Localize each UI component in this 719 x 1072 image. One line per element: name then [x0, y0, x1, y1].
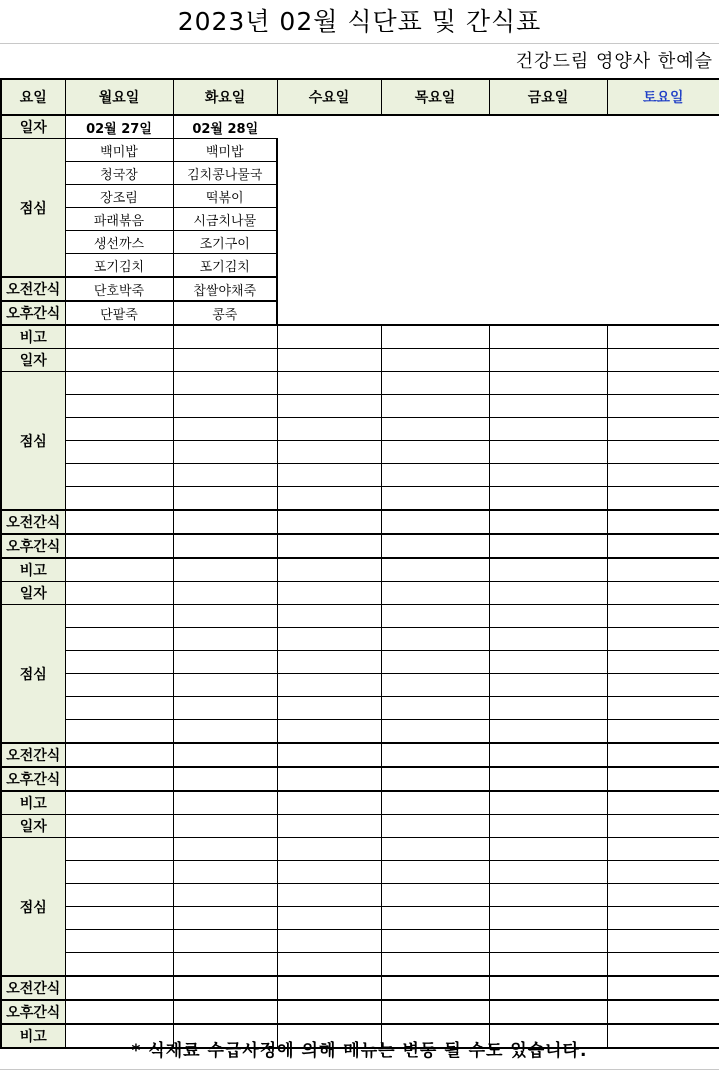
empty-cell [277, 861, 381, 884]
empty-cell [65, 628, 173, 651]
empty-cell [65, 1000, 173, 1024]
empty-cell [65, 815, 173, 838]
empty-cell [381, 930, 489, 953]
empty-cell [607, 395, 719, 418]
empty-cell [173, 791, 277, 815]
menu-item: 떡볶이 [173, 185, 277, 208]
empty-cell [173, 372, 277, 395]
empty-cell [489, 487, 607, 511]
date-row [1, 115, 719, 139]
empty-cell [65, 582, 173, 605]
lunch-row [1, 884, 719, 907]
empty-cell [65, 325, 173, 349]
menu-item: 포기김치 [173, 254, 277, 278]
lunch-row [1, 441, 719, 464]
empty-cell [489, 697, 607, 720]
empty-cell [607, 510, 719, 534]
menu-table [0, 78, 719, 1049]
lunch-row [1, 651, 719, 674]
day-header: 수요일 [277, 79, 381, 115]
empty-cell [607, 441, 719, 464]
note-row [1, 791, 719, 815]
empty-cell [607, 349, 719, 372]
date-row [1, 815, 719, 838]
note-label: 비고 [1, 325, 65, 349]
empty-cell [381, 349, 489, 372]
pm-snack-label: 오후간식 [1, 767, 65, 791]
menu-item: 포기김치 [65, 254, 173, 278]
empty-cell [277, 651, 381, 674]
empty-cell [607, 791, 719, 815]
empty-cell [607, 1000, 719, 1024]
empty-cell [173, 1000, 277, 1024]
empty-cell [607, 487, 719, 511]
empty-cell [381, 976, 489, 1000]
empty-cell [173, 815, 277, 838]
empty-cell [607, 976, 719, 1000]
date-row [1, 582, 719, 605]
empty-cell [607, 674, 719, 697]
pm-snack-label: 오후간식 [1, 1000, 65, 1024]
empty-cell [277, 325, 381, 349]
footer-note: * 식재료 수급사정에 의해 메뉴는 변동 될 수도 있습니다. [131, 1041, 588, 1061]
empty-cell [65, 861, 173, 884]
empty-cell [65, 907, 173, 930]
am-snack-row [1, 743, 719, 767]
empty-cell [277, 791, 381, 815]
empty-cell [381, 605, 489, 628]
empty-cell [489, 418, 607, 441]
empty-cell [173, 930, 277, 953]
empty-cell [381, 674, 489, 697]
blank-area [277, 115, 719, 325]
empty-cell [277, 697, 381, 720]
empty-cell [607, 418, 719, 441]
menu-item: 청국장 [65, 162, 173, 185]
empty-cell [489, 464, 607, 487]
empty-cell [489, 815, 607, 838]
am-snack-label: 오전간식 [1, 976, 65, 1000]
lunch-row [1, 418, 719, 441]
empty-cell [173, 605, 277, 628]
lunch-row [1, 861, 719, 884]
empty-cell [489, 510, 607, 534]
date-cell: 02월 27일 [65, 115, 173, 139]
am-snack-label: 오전간식 [1, 743, 65, 767]
snack-item: 단호박죽 [65, 277, 173, 301]
empty-cell [489, 582, 607, 605]
empty-cell [65, 953, 173, 977]
empty-cell [607, 372, 719, 395]
empty-cell [381, 720, 489, 744]
empty-cell [489, 628, 607, 651]
menu-item: 조기구이 [173, 231, 277, 254]
empty-cell [381, 651, 489, 674]
empty-cell [173, 907, 277, 930]
note-label: 비고 [1, 791, 65, 815]
date-label: 일자 [1, 349, 65, 372]
empty-cell [381, 743, 489, 767]
empty-cell [489, 767, 607, 791]
nutritionist-label: 건강드림 영양사 한예슬 [515, 51, 713, 72]
empty-cell [489, 861, 607, 884]
date-label: 일자 [1, 115, 65, 139]
empty-cell [381, 510, 489, 534]
empty-cell [65, 838, 173, 861]
empty-cell [173, 534, 277, 558]
empty-cell [65, 720, 173, 744]
empty-cell [607, 464, 719, 487]
empty-cell [65, 605, 173, 628]
empty-cell [277, 441, 381, 464]
empty-cell [489, 441, 607, 464]
empty-cell [381, 907, 489, 930]
lunch-row [1, 628, 719, 651]
empty-cell [65, 395, 173, 418]
empty-cell [489, 930, 607, 953]
empty-cell [381, 861, 489, 884]
empty-cell [607, 838, 719, 861]
empty-cell [277, 674, 381, 697]
pm-snack-label: 오후간식 [1, 534, 65, 558]
empty-cell [607, 953, 719, 977]
empty-cell [65, 930, 173, 953]
empty-cell [381, 767, 489, 791]
empty-cell [173, 487, 277, 511]
empty-cell [65, 372, 173, 395]
lunch-label: 점심 [1, 605, 65, 744]
empty-cell [381, 464, 489, 487]
empty-cell [65, 791, 173, 815]
empty-cell [381, 697, 489, 720]
empty-cell [277, 930, 381, 953]
snack-item: 찹쌀야채죽 [173, 277, 277, 301]
lunch-row [1, 720, 719, 744]
empty-cell [607, 767, 719, 791]
empty-cell [381, 534, 489, 558]
empty-cell [173, 861, 277, 884]
empty-cell [607, 558, 719, 582]
empty-cell [381, 884, 489, 907]
empty-cell [173, 441, 277, 464]
empty-cell [277, 487, 381, 511]
empty-cell [277, 418, 381, 441]
empty-cell [489, 558, 607, 582]
empty-cell [489, 953, 607, 977]
empty-cell [381, 953, 489, 977]
menu-item: 김치콩나물국 [173, 162, 277, 185]
empty-cell [65, 510, 173, 534]
empty-cell [381, 441, 489, 464]
empty-cell [381, 1000, 489, 1024]
lunch-row [1, 464, 719, 487]
empty-cell [381, 325, 489, 349]
snack-item: 콩죽 [173, 301, 277, 325]
empty-cell [173, 558, 277, 582]
empty-cell [489, 395, 607, 418]
empty-cell [489, 884, 607, 907]
lunch-row [1, 605, 719, 628]
empty-cell [277, 743, 381, 767]
empty-cell [173, 720, 277, 744]
am-snack-label: 오전간식 [1, 277, 65, 301]
empty-cell [65, 674, 173, 697]
empty-cell [173, 884, 277, 907]
empty-cell [607, 930, 719, 953]
empty-cell [173, 510, 277, 534]
footer-divider [0, 1069, 719, 1070]
empty-cell [65, 534, 173, 558]
menu-item: 시금치나물 [173, 208, 277, 231]
empty-cell [277, 534, 381, 558]
empty-cell [381, 395, 489, 418]
empty-cell [277, 395, 381, 418]
note-label: 비고 [1, 1024, 65, 1048]
lunch-row [1, 930, 719, 953]
empty-cell [173, 582, 277, 605]
empty-cell [277, 628, 381, 651]
empty-cell [489, 907, 607, 930]
empty-cell [65, 743, 173, 767]
lunch-row [1, 953, 719, 977]
empty-cell [277, 907, 381, 930]
empty-cell [381, 628, 489, 651]
empty-cell [607, 628, 719, 651]
empty-cell [277, 349, 381, 372]
lunch-row [1, 674, 719, 697]
empty-cell [65, 697, 173, 720]
date-cell: 02월 28일 [173, 115, 277, 139]
empty-cell [173, 464, 277, 487]
empty-cell [277, 720, 381, 744]
empty-cell [277, 953, 381, 977]
am-snack-row [1, 976, 719, 1000]
empty-cell [65, 441, 173, 464]
menu-table-body [1, 79, 719, 1048]
empty-cell [607, 884, 719, 907]
empty-cell [489, 1000, 607, 1024]
day-header: 토요일 [607, 79, 719, 115]
menu-item: 장조림 [65, 185, 173, 208]
empty-cell [65, 464, 173, 487]
empty-cell [173, 418, 277, 441]
pm-snack-row [1, 1000, 719, 1024]
lunch-row [1, 697, 719, 720]
empty-cell [381, 487, 489, 511]
empty-cell [607, 815, 719, 838]
page-title: 2023년 02월 식단표 및 간식표 [0, 0, 719, 44]
empty-cell [277, 838, 381, 861]
empty-cell [489, 838, 607, 861]
empty-cell [173, 395, 277, 418]
empty-cell [607, 325, 719, 349]
empty-cell [277, 582, 381, 605]
empty-cell [65, 976, 173, 1000]
empty-cell [489, 372, 607, 395]
empty-cell [277, 1000, 381, 1024]
empty-cell [489, 534, 607, 558]
empty-cell [381, 558, 489, 582]
pm-snack-row [1, 534, 719, 558]
empty-cell [173, 953, 277, 977]
header-row [1, 79, 719, 115]
empty-cell [277, 884, 381, 907]
empty-cell [381, 372, 489, 395]
empty-cell [607, 861, 719, 884]
empty-cell [381, 418, 489, 441]
empty-cell [65, 418, 173, 441]
empty-cell [277, 815, 381, 838]
snack-item: 단팥죽 [65, 301, 173, 325]
empty-cell [65, 558, 173, 582]
empty-cell [277, 605, 381, 628]
empty-cell [277, 510, 381, 534]
menu-item: 생선까스 [65, 231, 173, 254]
lunch-row [1, 838, 719, 861]
empty-cell [607, 582, 719, 605]
empty-cell [173, 325, 277, 349]
empty-cell [173, 976, 277, 1000]
empty-cell [489, 605, 607, 628]
empty-cell [489, 325, 607, 349]
empty-cell [173, 674, 277, 697]
empty-cell [173, 349, 277, 372]
lunch-label: 점심 [1, 139, 65, 278]
empty-cell [173, 697, 277, 720]
empty-cell [489, 743, 607, 767]
empty-cell [173, 767, 277, 791]
empty-cell [381, 582, 489, 605]
header-label: 요일 [1, 79, 65, 115]
day-header: 화요일 [173, 79, 277, 115]
empty-cell [607, 720, 719, 744]
empty-cell [65, 349, 173, 372]
empty-cell [65, 767, 173, 791]
menu-item: 백미밥 [173, 139, 277, 162]
empty-cell [489, 791, 607, 815]
day-header: 목요일 [381, 79, 489, 115]
empty-cell [173, 651, 277, 674]
pm-snack-label: 오후간식 [1, 301, 65, 325]
lunch-row [1, 907, 719, 930]
empty-cell [277, 767, 381, 791]
empty-cell [173, 838, 277, 861]
empty-cell [277, 558, 381, 582]
am-snack-row [1, 510, 719, 534]
empty-cell [381, 838, 489, 861]
empty-cell [607, 651, 719, 674]
empty-cell [277, 372, 381, 395]
lunch-label: 점심 [1, 372, 65, 511]
empty-cell [607, 907, 719, 930]
menu-item: 백미밥 [65, 139, 173, 162]
empty-cell [607, 697, 719, 720]
empty-cell [489, 720, 607, 744]
empty-cell [381, 791, 489, 815]
empty-cell [607, 605, 719, 628]
date-row [1, 349, 719, 372]
note-row [1, 558, 719, 582]
date-label: 일자 [1, 582, 65, 605]
note-label: 비고 [1, 558, 65, 582]
empty-cell [65, 651, 173, 674]
lunch-row [1, 395, 719, 418]
empty-cell [489, 976, 607, 1000]
day-header: 월요일 [65, 79, 173, 115]
lunch-row [1, 487, 719, 511]
empty-cell [607, 534, 719, 558]
empty-cell [65, 487, 173, 511]
empty-cell [65, 884, 173, 907]
date-label: 일자 [1, 815, 65, 838]
empty-cell [173, 743, 277, 767]
empty-cell [489, 651, 607, 674]
lunch-label: 점심 [1, 838, 65, 977]
menu-item: 파래볶음 [65, 208, 173, 231]
empty-cell [489, 349, 607, 372]
empty-cell [381, 815, 489, 838]
note-row [1, 325, 719, 349]
lunch-row [1, 372, 719, 395]
day-header: 금요일 [489, 79, 607, 115]
empty-cell [173, 628, 277, 651]
pm-snack-row [1, 767, 719, 791]
am-snack-label: 오전간식 [1, 510, 65, 534]
empty-cell [607, 743, 719, 767]
empty-cell [277, 976, 381, 1000]
empty-cell [489, 674, 607, 697]
empty-cell [277, 464, 381, 487]
